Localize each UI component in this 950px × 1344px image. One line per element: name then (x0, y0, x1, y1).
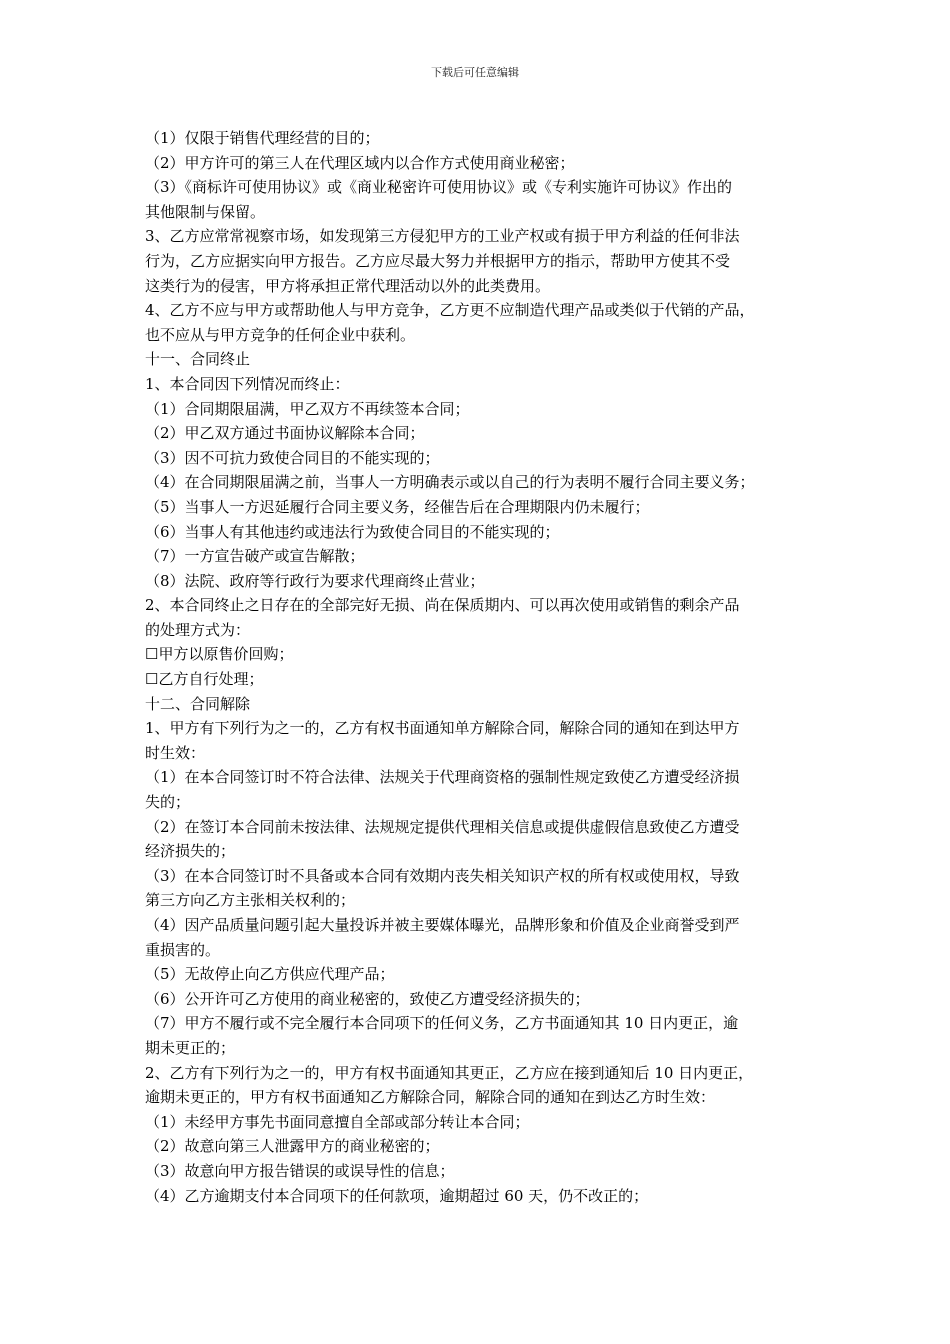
document-line: （7）甲方不履行或不完全履行本合同项下的任何义务，乙方书面通知其 10 日内更正，逾 (145, 1014, 739, 1033)
document-line: （6）公开许可乙方使用的商业秘密的，致使乙方遭受经济损失的； (145, 989, 590, 1008)
document-line: 3、乙方应常常视察市场，如发现第三方侵犯甲方的工业产权或有损于甲方利益的任何非法 (145, 227, 740, 246)
document-line: 也不应从与甲方竞争的任何企业中获利。 (145, 325, 416, 344)
document-line: 1、甲方有下列行为之一的，乙方有权书面通知单方解除合同，解除合同的通知在到达甲方 (145, 719, 740, 738)
document-line: 第三方向乙方主张相关权利的； (145, 891, 356, 910)
document-line: （3）《商标许可使用协议》或《商业秘密许可使用协议》或《专利实施许可协议》作出的 (145, 178, 733, 197)
document-line: （4）在合同期限届满之前，当事人一方明确表示或以自己的行为表明不履行合同主要义务； (145, 473, 755, 492)
document-line: （4）乙方逾期支付本合同项下的任何款项，逾期超过 60 天，仍不改正的； (145, 1186, 649, 1205)
document-line: 失的； (145, 793, 191, 812)
document-line: （2）故意向第三人泄露甲方的商业秘密的； (145, 1137, 440, 1156)
document-line: （2）在签订本合同前未按法律、法规规定提供代理相关信息或提供虚假信息致使乙方遭受 (145, 817, 740, 836)
document-line: （1）仅限于销售代理经营的目的； (145, 129, 380, 147)
document-line: （2）甲方许可的第三人在代理区域内以合作方式使用商业秘密； (145, 153, 575, 172)
document-line: 2、乙方有下列行为之一的，甲方有权书面通知其更正，乙方应在接到通知后 10 日内更正， (145, 1063, 754, 1082)
document-line: （3）因不可抗力致使合同目的不能实现的； (145, 448, 440, 467)
document-line: 经济损失的； (145, 842, 236, 861)
document-line: （7）一方宣告破产或宣告解散； (145, 547, 365, 566)
document-line: （2）甲乙双方通过书面协议解除本合同； (145, 424, 425, 443)
document-line: （8）法院、政府等行政行为要求代理商终止营业； (145, 571, 485, 590)
document-body (145, 126, 815, 1208)
document-line: 4、乙方不应与甲方或帮助他人与甲方竞争，乙方更不应制造代理产品或类似于代销的产品， (145, 301, 755, 320)
document-line: ☐乙方自行处理； (145, 670, 264, 689)
document-line: （5）无故停止向乙方供应代理产品； (145, 965, 395, 984)
page-header: 下载后可任意编辑 (431, 66, 519, 79)
document-line: 2、本合同终止之日存在的全部完好无损、尚在保质期内、可以再次使用或销售的剩余产品 (145, 596, 740, 615)
document-line: （3）故意向甲方报告错误的或误导性的信息； (145, 1161, 455, 1180)
document-line: 逾期未更正的，甲方有权书面通知乙方解除合同，解除合同的通知在到达乙方时生效： (145, 1088, 716, 1107)
document-line: 这类行为的侵害，甲方将承担正常代理活动以外的此类费用。 (145, 276, 551, 295)
document-line: 1、本合同因下列情况而终止： (145, 374, 350, 393)
document-line: （1）合同期限届满，甲乙双方不再续签本合同； (145, 399, 470, 418)
document-line: （3）在本合同签订时不具备或本合同有效期内丧失相关知识产权的所有权或使用权，导致 (145, 866, 740, 885)
document-line: 十二、合同解除 (145, 694, 251, 713)
document-line: （1）未经甲方事先书面同意擅自全部或部分转让本合同； (145, 1112, 530, 1131)
document-line: （6）当事人有其他违约或违法行为致使合同目的不能实现的； (145, 522, 560, 541)
document-line: （1）在本合同签订时不符合法律、法规关于代理商资格的强制性规定致使乙方遭受经济损 (145, 768, 740, 787)
document-line: 行为，乙方应据实向甲方报告。乙方应尽最大努力并根据甲方的指示，帮助甲方使其不受 (145, 251, 731, 270)
document-line: 其他限制与保留。 (145, 202, 266, 221)
document-line: 时生效： (145, 743, 206, 762)
document-line: 期未更正的； (145, 1038, 236, 1057)
document-line: 的处理方式为： (145, 620, 251, 639)
document-line: 重损害的。 (145, 940, 221, 959)
document-line: ☐甲方以原售价回购； (145, 645, 294, 664)
document-line: （4）因产品质量问题引起大量投诉并被主要媒体曝光，品牌形象和价值及企业商誉受到严 (145, 916, 740, 934)
document-line: 十一、合同终止 (145, 350, 251, 369)
document-line: （5）当事人一方迟延履行合同主要义务，经催告后在合理期限内仍未履行； (145, 497, 650, 516)
